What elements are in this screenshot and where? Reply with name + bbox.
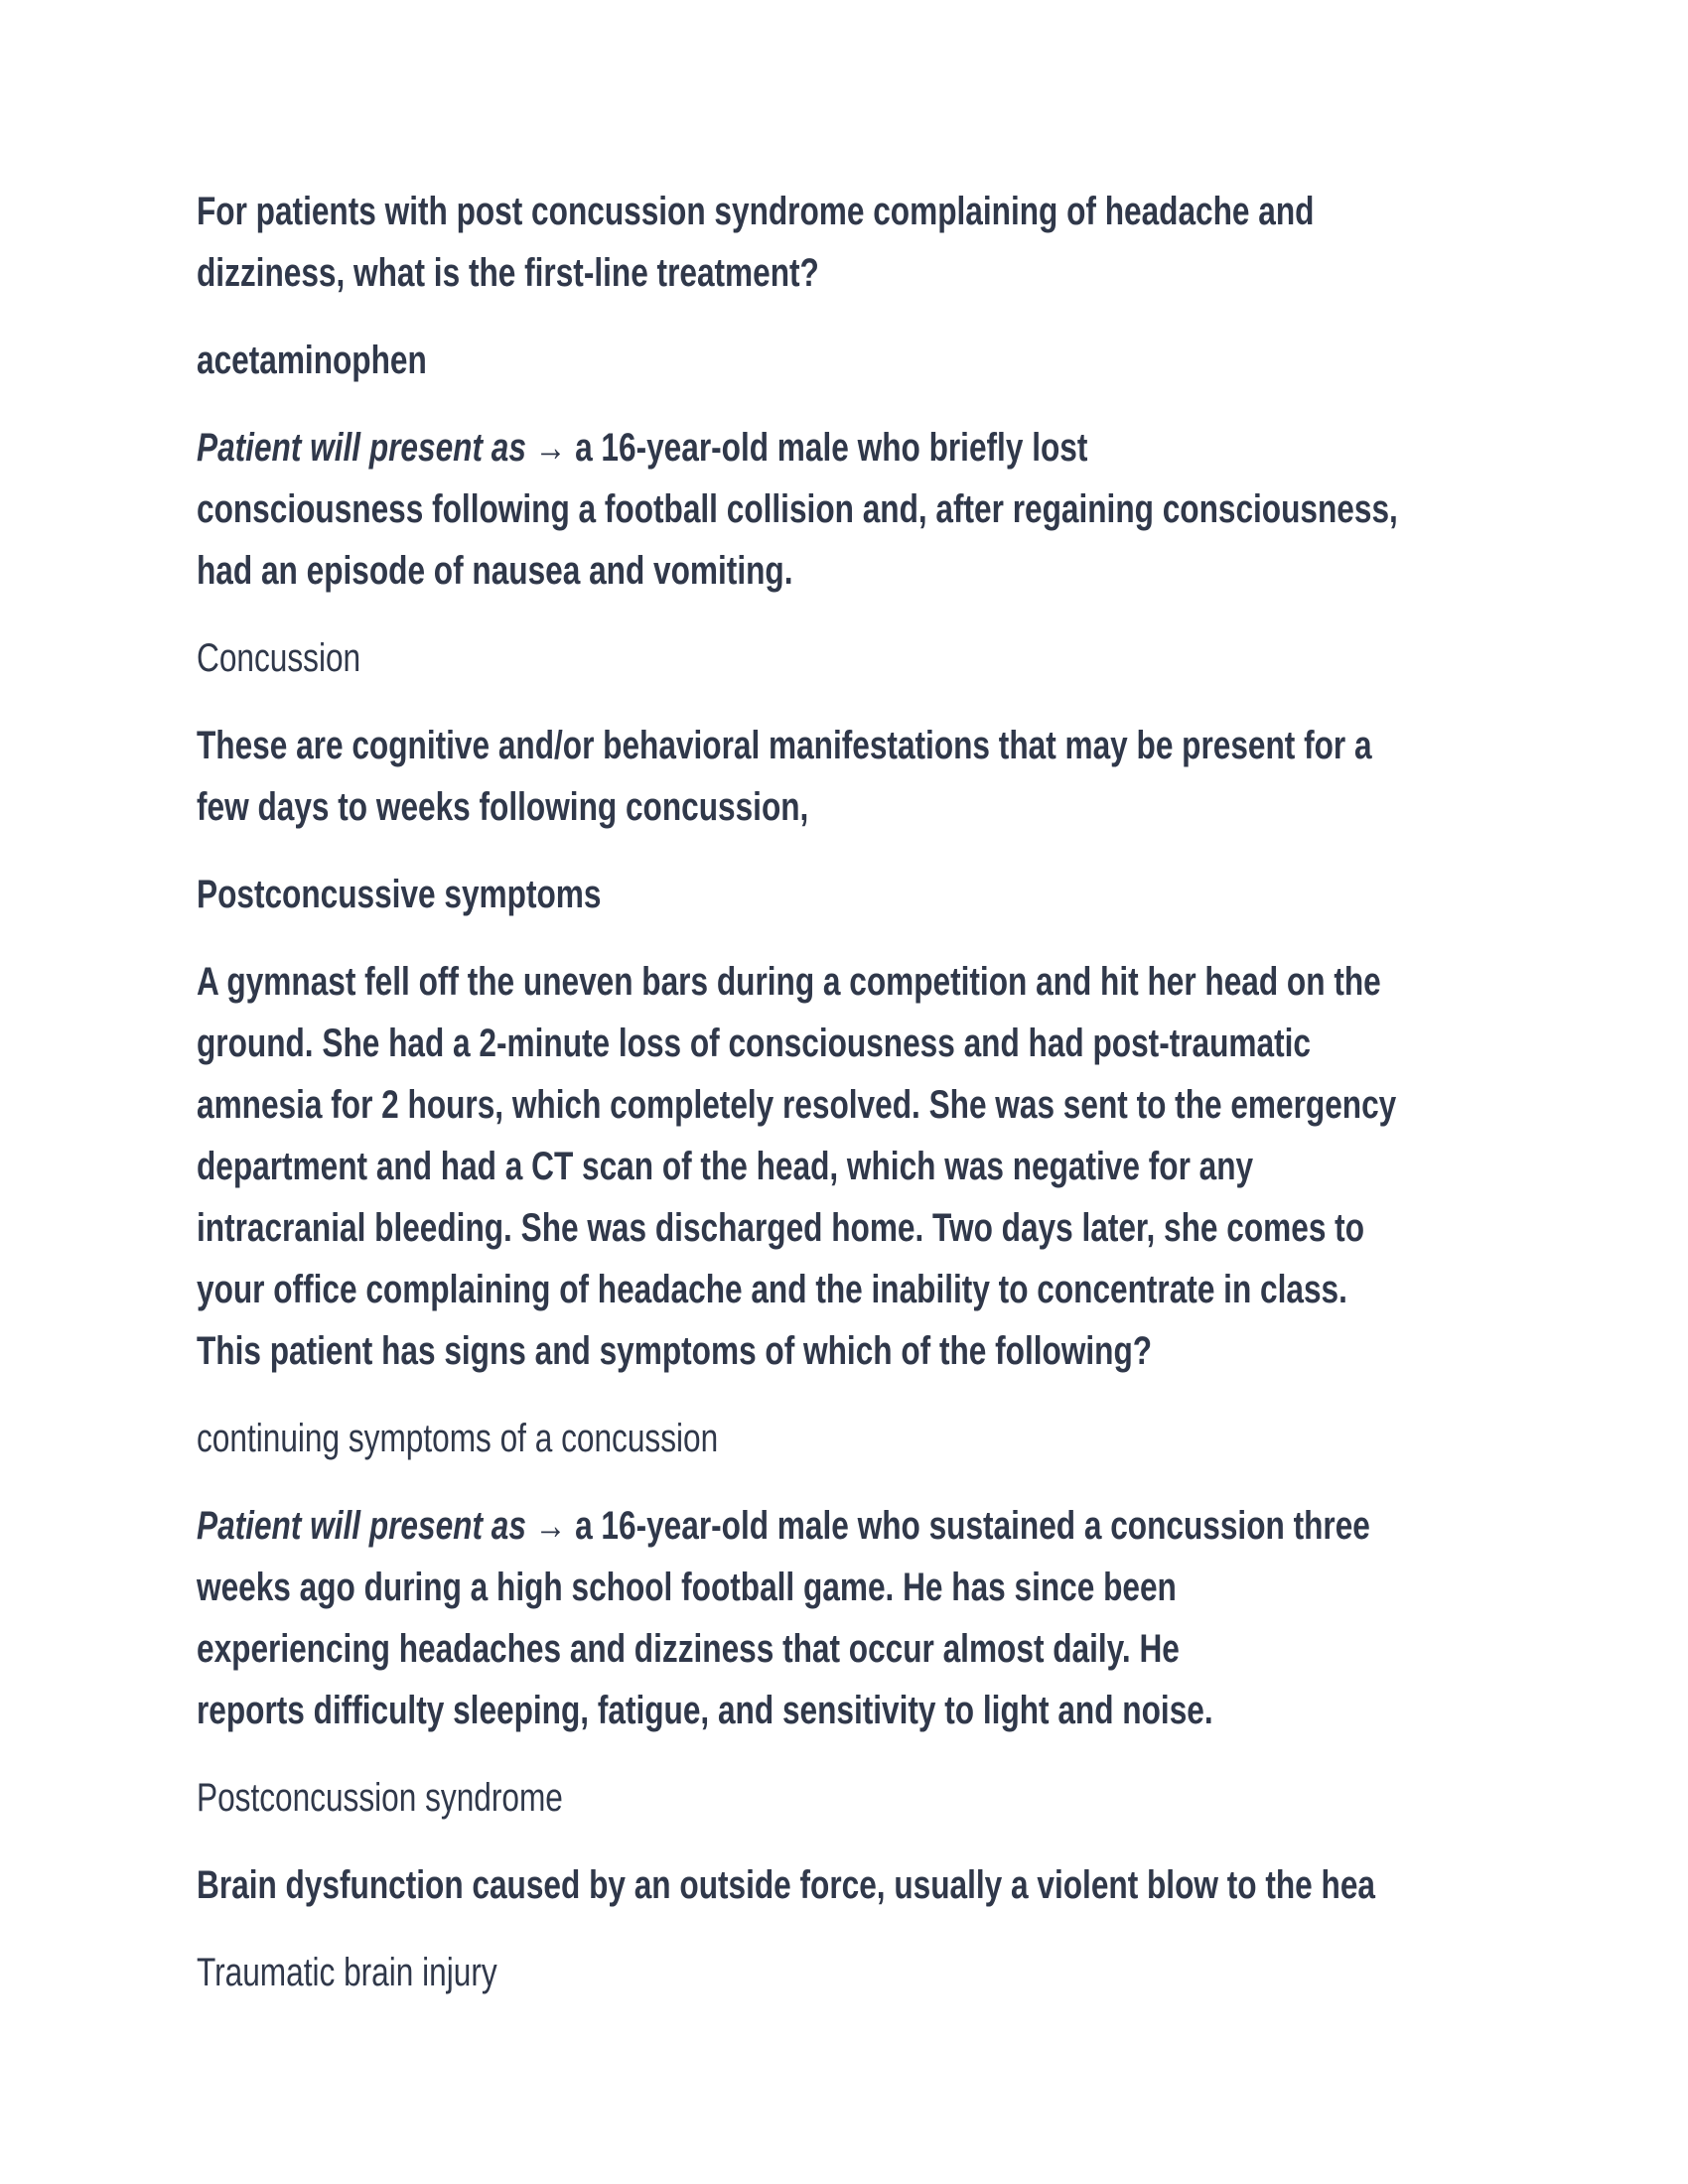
question-cognitive-behavioral-manifestations: [197, 715, 1372, 838]
answer-postconcussion-syndrome-line-1: [197, 1767, 1341, 1829]
answer-postconcussive-symptoms-line-1: [197, 864, 1341, 925]
answer-concussion: [197, 627, 1341, 689]
text-segment: This patient has signs and symptoms of which of the following?: [197, 1329, 1153, 1373]
question-patient-presentation-pcs-line-3: [197, 1618, 1341, 1680]
question-pcs-treatment: [197, 181, 1341, 304]
text-segment: Concussion: [197, 636, 361, 680]
answer-continuing-symptoms: [197, 1408, 1341, 1469]
text-segment: amnesia for 2 hours, which completely resolved. She was sent to the emergency: [197, 1083, 1397, 1127]
text-segment: department and had a CT scan of the head, which was negative for any: [197, 1145, 1254, 1188]
text-segment: acetaminophen: [197, 339, 427, 382]
answer-traumatic-brain-injury-line-1: [197, 1942, 1341, 2003]
answer-postconcussion-syndrome: [197, 1767, 1341, 1829]
text-segment: a 16-year-old male who briefly lost: [575, 426, 1088, 470]
question-gymnast-case-line-4: [197, 1136, 1341, 1197]
question-patient-presentation-pcs-line-4: [197, 1680, 1341, 1741]
text-segment: reports difficulty sleeping, fatigue, and sensitivity to light and noise.: [197, 1689, 1213, 1732]
answer-acetaminophen: [197, 330, 1341, 391]
text-segment: weeks ago during a high school football game. He has since been: [197, 1566, 1177, 1609]
question-patient-presentation-pcs-line-1: [197, 1495, 1370, 1557]
arrow-glyph: →: [525, 1504, 576, 1548]
text-segment: your office complaining of headache and the inability to concentrate in class.: [197, 1268, 1347, 1311]
question-patient-presentation-pcs: [197, 1495, 1370, 1741]
question-patient-presentation-concussion-line-3: [197, 540, 1341, 602]
lead-in-italic: Patient will present as: [197, 426, 526, 470]
text-segment: experiencing headaches and dizziness that occur almost daily. He: [197, 1627, 1180, 1671]
text-segment: These are cognitive and/or behavioral manifestations that may be present for a: [197, 724, 1372, 767]
answer-postconcussive-symptoms: [197, 864, 1341, 925]
question-gymnast-case-line-1: [197, 951, 1381, 1013]
text-segment: Postconcussive symptoms: [197, 873, 602, 916]
text-segment: ground. She had a 2-minute loss of consciousness and had post-traumatic: [197, 1022, 1311, 1065]
text-segment: A gymnast fell off the uneven bars during a competition and hit her head on the: [197, 960, 1381, 1004]
answer-traumatic-brain-injury: [197, 1942, 1341, 2003]
text-segment: Brain dysfunction caused by an outside force, usually a violent blow to the hea: [197, 1863, 1375, 1907]
question-patient-presentation-concussion: [197, 417, 1398, 602]
question-cognitive-behavioral-manifestations-line-1: [197, 715, 1372, 776]
text-segment: Traumatic brain injury: [197, 1951, 497, 1994]
text-segment: dizziness, what is the first-line treatment?: [197, 251, 819, 295]
question-patient-presentation-pcs-line-2: [197, 1557, 1341, 1618]
question-gymnast-case-line-7: [197, 1320, 1341, 1382]
text-segment: few days to weeks following concussion,: [197, 785, 809, 829]
question-pcs-treatment-line-2: [197, 242, 1341, 304]
answer-concussion-line-1: [197, 627, 1341, 689]
text-segment: a 16-year-old male who sustained a concussion three: [575, 1504, 1370, 1548]
text-segment: For patients with post concussion syndrome complaining of headache and: [197, 190, 1315, 233]
question-brain-dysfunction: [197, 1854, 1375, 1916]
lead-in-italic: Patient will present as: [197, 1504, 526, 1548]
question-gymnast-case-line-5: [197, 1197, 1365, 1259]
answer-continuing-symptoms-line-1: [197, 1408, 1341, 1469]
arrow-glyph: →: [525, 426, 576, 470]
question-gymnast-case-line-3: [197, 1074, 1397, 1136]
question-brain-dysfunction-line-1: [197, 1854, 1375, 1916]
question-gymnast-case-line-6: [197, 1259, 1347, 1320]
text-segment: intracranial bleeding. She was discharged home. Two days later, she comes to: [197, 1206, 1365, 1250]
question-gymnast-case-line-2: [197, 1013, 1341, 1074]
answer-acetaminophen-line-1: [197, 330, 1341, 391]
text-segment: had an episode of nausea and vomiting.: [197, 549, 793, 593]
question-patient-presentation-concussion-line-1: [197, 417, 1341, 478]
text-segment: consciousness following a football collision and, after regaining consciousness,: [197, 487, 1398, 531]
question-gymnast-case: [197, 951, 1397, 1382]
question-patient-presentation-concussion-line-2: [197, 478, 1398, 540]
question-pcs-treatment-line-1: [197, 181, 1341, 242]
document-content: [197, 181, 1646, 2029]
question-cognitive-behavioral-manifestations-line-2: [197, 776, 1341, 838]
text-segment: Postconcussion syndrome: [197, 1776, 563, 1820]
text-segment: continuing symptoms of a concussion: [197, 1417, 719, 1460]
